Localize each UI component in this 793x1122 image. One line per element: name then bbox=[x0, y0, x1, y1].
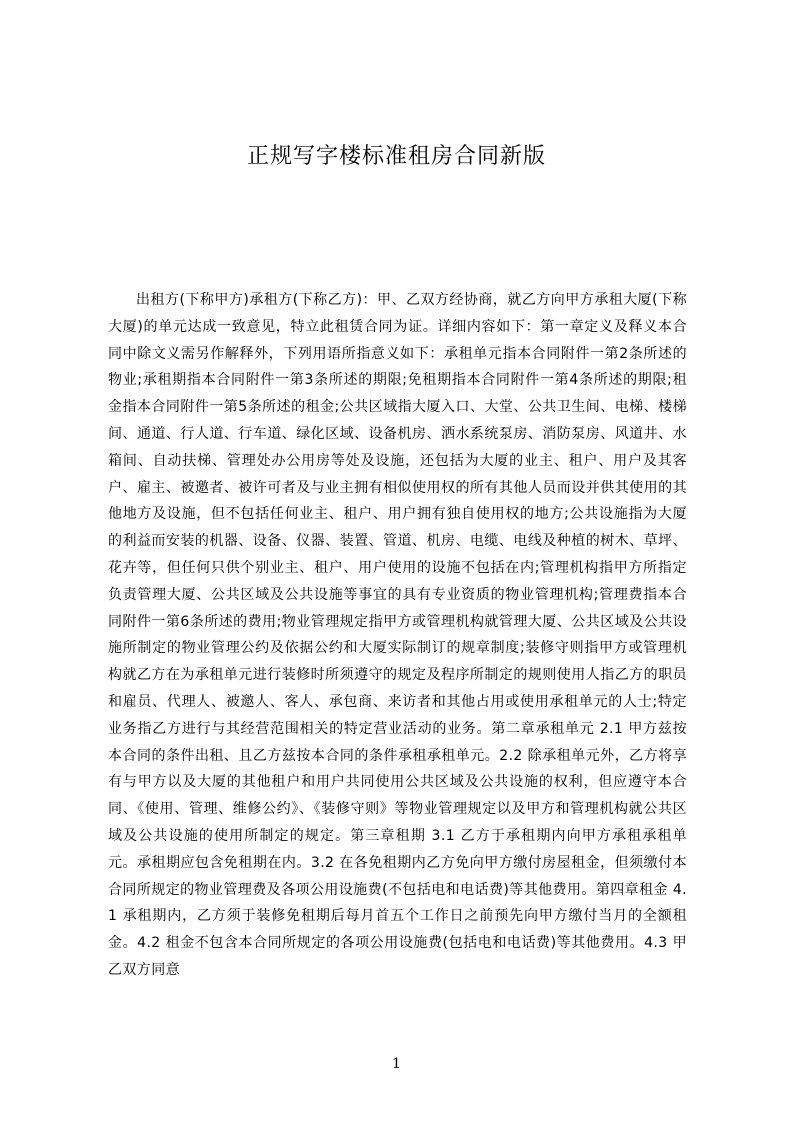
contract-body-paragraph: 出租方(下称甲方)承租方(下称乙方)：甲、乙双方经协商，就乙方向甲方承租大厦(下称大厦)的单元达成一致意见，特立此租赁合同为证。详细内容如下：第一章定义及释义本合同中除文义需另作解释外，下列用语所指意义如下：承租单元指本合同附件一第2条所述的物业;承租期指本合同附件一第3条所述的期限;免租期指本合同附件一第4条所述的期限;租金指本合同附件一第5条所述的租金;公共区域指大厦入口、大堂、公共卫生间、电梯、楼梯间、通道、行人道、行车道、绿化区域、设备机房、洒水系统泵房、消防泵房、风道井、水箱间、自动扶梯、管理处办公用房等处及设施，还包括为大厦的业主、租户、用户及其客户、雇主、被邀者、被许可者及与业主拥有相似使用权的所有其他人员而设并供其使用的其他地方及设施，但不包括任何业主、租户、用户拥有独自使用权的地方;公共设施指为大厦的利益而安装的机器、设备、仪器、装置、管道、机房、电缆、电线及种植的树木、草坪、花卉等，但任何只供个别业主、租户、用户使用的设施不包括在内;管理机构指甲方所指定负责管理大厦、公共区域及公共设施等事宜的具有专业资质的物业管理机构;管理费指本合同附件一第6条所述的费用;物业管理规定指甲方或管理机构就管理大厦、公共区域及公共设施所制定的物业管理公约及依据公约和大厦实际制订的规章制度;装修守则指甲方或管理机构就乙方在为承租单元进行装修时所须遵守的规定及程序所制定的规则使用人指乙方的职员和雇员、代理人、被邀人、客人、承包商、来访者和其他占用或使用承租单元的人士;特定业务指乙方进行与其经营范围相关的特定营业活动的业务。第二章承租单元 2.1 甲方兹按本合同的条件出租、且乙方兹按本合同的条件承租承租单元。2.2 除承租单元外，乙方将享有与甲方以及大厦的其他租户和用户共同使用公共区域及公共设施的权利，但应遵守本合同、《使用、管理、维修公约》、《装修守则》等物业管理规定以及甲方和管理机构就公共区域及公共设施的使用所制定的规定。第三章租期 3.1 乙方于承租期内向甲方承租承租单元。承租期应包含免租期在内。3.2 在各免租期内乙方免向甲方缴付房屋租金，但须缴付本合同所规定的物业管理费及各项公用设施费(不包括电和电话费)等其他费用。第四章租金 4.1 承租期内，乙方须于装修免租期后每月首五个工作日之前预先向甲方缴付当月的全额租金。4.2 租金不包含本合同所规定的各项公用设施费(包括电和电话费)等其他费用。4.3 甲乙双方同意 bbox=[108, 292, 687, 978]
page-number: 1 bbox=[392, 1056, 401, 1072]
document-title: 正规写字楼标准租房合同新版 bbox=[246, 144, 546, 169]
